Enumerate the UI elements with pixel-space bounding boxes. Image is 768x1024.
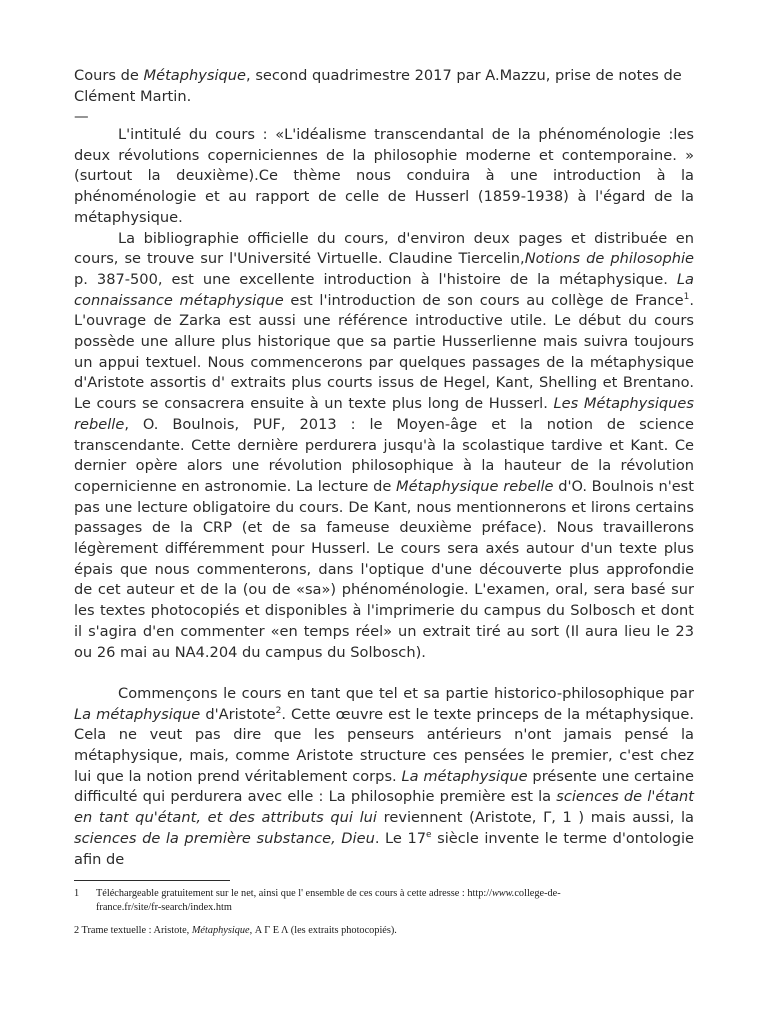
paragraph-text: reviennent (Aristote, Γ, 1 ) mais aussi, la xyxy=(377,809,695,827)
footnote-1 xyxy=(74,887,694,915)
footnote-divider xyxy=(74,880,230,881)
paragraph-gap xyxy=(74,663,694,684)
paragraph-aristotle xyxy=(74,684,694,870)
footnote-text: , Α Γ Ε Λ (les extraits photocopiés). xyxy=(249,925,397,936)
footnote-2 xyxy=(74,924,694,938)
paragraph-text: La bibliographie officielle du cours, d'environ deux pages et distribuée en cours, se trouve sur l'Université Virtuelle. Claudine Tiercelin, xyxy=(74,229,694,268)
paragraph-text: L'intitulé du cours : «L'idéalisme transcendantal de la phénoménologie :les deux révolutions coperniciennes de la philosophie moderne et contemporaine. » (surtout la deuxième).Ce thème nous conduira à une introduction à la phénoménologie et au rapport de celle de Husserl (1859-1938) à l'égard de la métaphysique. xyxy=(74,126,694,226)
footnote-link-part[interactable]: college-de- xyxy=(514,888,561,899)
paragraph-bibliography xyxy=(74,229,694,664)
book-title: Les Métaphysiques rebelle xyxy=(74,395,694,433)
paragraph-text: Commençons le cours en tant que tel et sa partie historico-philosophique par xyxy=(118,684,694,702)
course-header xyxy=(74,66,694,128)
paragraph-text: . Cette œuvre est le texte princeps de la métaphysique. Cela ne veut pas dire que les penseurs antérieurs n'ont jamais pensé la métaphysique, mais, comme Aristote structure ces pensées le premier, c'est chez lui que la notion prend véritablement corps. xyxy=(74,705,694,785)
footnote-text: 2 Trame textuelle : Aristote, xyxy=(74,925,192,936)
book-title: Notions de philosophie xyxy=(524,250,694,268)
footnote-link-part[interactable]: www. xyxy=(491,888,515,899)
emphasis-text: sciences de la première substance, Dieu xyxy=(74,829,375,847)
book-title: Métaphysique rebelle xyxy=(396,477,554,495)
paragraph-text: , O. Boulnois, PUF, 2013 : le Moyen-âge et la notion de science transcendante. Cette dernière perdurera jusqu'à la scolastique tardive et Kant. Ce dernier opère alors une révolution philosophique à la hauteur de la révolution copernicienne en astronomie. La lecture de xyxy=(74,415,694,495)
book-title: La connaissance métaphysique xyxy=(74,270,694,309)
header-text: Cours de xyxy=(74,67,144,84)
ordinal-superscript: e xyxy=(426,830,432,841)
footnote-title: Métaphysique xyxy=(191,925,250,936)
header-dash: — xyxy=(74,108,89,126)
footnote-number: 1 xyxy=(74,888,80,899)
header-title: Métaphysique xyxy=(143,67,247,84)
footnote-ref-2[interactable]: 2 xyxy=(275,705,282,716)
paragraph-text: d'O. Boulnois n'est pas une lecture obligatoire du cours. De Kant, nous mentionnerons et lirons certains passages de la CRP (et de sa fameuse deuxième préface). Nous travaillerons légèrement différemment pour Husserl. Le cours sera axés autour d'un texte plus épais que nous commenterons, dans l'optique d'une découverte plus approfondie de cet auteur et de la (ou de «sa») phénoménologie. L'examen, oral, sera basé sur les textes photocopiés et disponibles à l'imprimerie du campus du Solbosch et dont il s'agira d'en commenter «en temps réel» un extrait tiré au sort (Il aura lieu le 23 ou 26 mai au NA4.204 du campus du Solbosch). xyxy=(74,477,695,661)
paragraph-intro xyxy=(74,125,694,229)
paragraph-text: présente une certaine difficulté qui perdurera avec elle : La philosophie première est la xyxy=(74,767,694,806)
document-body xyxy=(74,125,694,870)
paragraph-text: siècle invente le terme d'ontologie afin de xyxy=(74,829,694,868)
paragraph-text: . Le 17 xyxy=(374,829,427,847)
paragraph-text: p. 387-500, est une excellente introduction à l'histoire de la métaphysique. xyxy=(74,270,677,288)
paragraph-text: d'Aristote xyxy=(200,705,276,723)
book-title: La métaphysique xyxy=(74,705,201,723)
footnote-ref-1[interactable]: 1 xyxy=(683,291,690,302)
footnote-text: Téléchargeable gratuitement sur le net, ainsi que l' ensemble de ces cours à cette adresse : http:// xyxy=(96,888,492,899)
emphasis-text: sciences de l'étant en tant qu'étant, et des attributs qui lui xyxy=(74,788,694,827)
header-text-suffix: , second quadrimestre 2017 par A.Mazzu, prise de notes de Clément Martin. xyxy=(74,67,682,105)
footnote-link-cont[interactable]: france.fr/site/fr-search/index.htm xyxy=(96,902,232,913)
paragraph-text: est l'introduction de son cours au collège de France xyxy=(283,291,684,309)
paragraph-text: . L'ouvrage de Zarka est aussi une référence introductive utile. Le début du cours possède une allure plus historique que sa partie Husserlienne mais suivra toujours un appui textuel. Nous commencerons par quelques passages de la métaphysique d'Aristote assortis d' extraits plus courts issus de Hegel, Kant, Shelling et Brentano. Le cours se consacrera ensuite à un texte plus long de Husserl. xyxy=(74,291,694,413)
book-title: La métaphysique xyxy=(401,767,528,785)
